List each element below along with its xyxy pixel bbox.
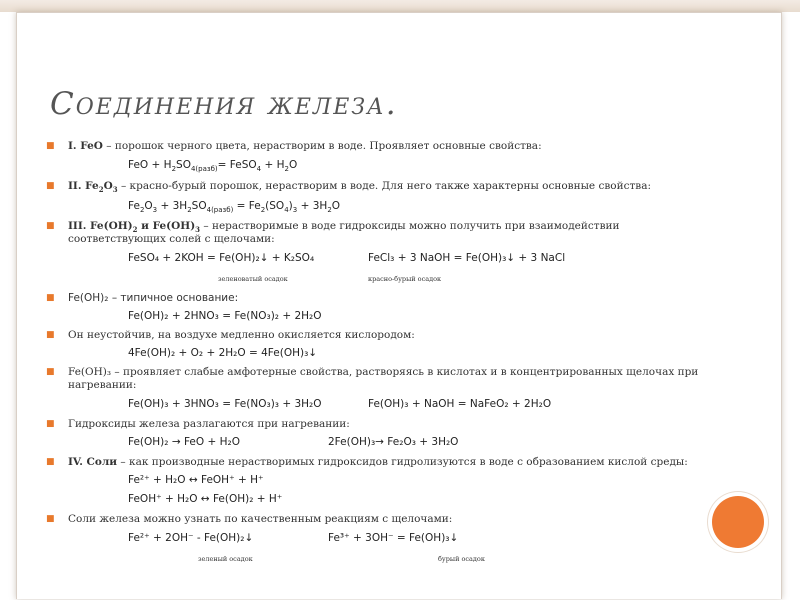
precipitate-note: зеленоватый осадок bbox=[218, 275, 288, 283]
accent-circle bbox=[712, 496, 764, 548]
section-text: – нерастворимые в воде гидроксиды можно получить при взаимодействии соответствующих солей с щелочами: bbox=[68, 220, 620, 245]
bullet-icon: ■ bbox=[46, 141, 55, 151]
bullet-icon: ■ bbox=[46, 419, 55, 429]
equation: Fe(OH)₃ + NaOH = NaFeO₂ + 2H₂O bbox=[368, 398, 552, 410]
section-label: I. FeO bbox=[68, 140, 103, 152]
equation: Fe³⁺ + 3OH⁻ = Fe(OH)₃↓ bbox=[328, 532, 459, 544]
bullet-icon: ■ bbox=[46, 181, 55, 191]
equation: FeCl₃ + 3 NaOH = Fe(OH)₃↓ + 3 NaCl bbox=[368, 252, 566, 264]
bullet-icon: ■ bbox=[46, 367, 55, 377]
equation: 4Fe(OH)₂ + O₂ + 2H₂O = 4Fe(OH)₃↓ bbox=[128, 347, 318, 359]
bullet-icon: ■ bbox=[46, 221, 55, 231]
section-fe2o3 bbox=[46, 180, 651, 195]
equation: FeO + $H_2SO_{4(разб)}=$ FeSO$_4$ + $H_2O$ bbox=[128, 159, 298, 174]
list-item: ■ Fe(OH)₃ – проявляет слабые амфотерные свойства, растворяясь в кислотах и в концентрированных щелочах при нагревании: bbox=[46, 366, 699, 391]
section-text: – как производные нерастворимых гидроксидов гидролизуются в воде с образованием кислой среды: bbox=[117, 456, 688, 468]
equation: FeOH⁺ + H₂O ↔ Fe(OH)₂ + H⁺ bbox=[128, 493, 283, 505]
slide-title: Соединения железа. bbox=[50, 86, 398, 122]
list-item: ■ Соли железа можно узнать по качественным реакциям с щелочами: bbox=[46, 513, 453, 525]
precipitate-note: бурый осадок bbox=[438, 555, 485, 563]
equation: FeSO₄ + 2KOH = Fe(OH)₂↓ + K₂SO₄ bbox=[128, 252, 315, 264]
precipitate-note: зеленый осадок bbox=[198, 555, 253, 563]
list-item: ■ Гидроксиды железа разлагаются при нагревании: bbox=[46, 418, 350, 430]
section-text: – красно-бурый порошок, нерастворим в воде. Для него также характерны основные свойства: bbox=[117, 180, 651, 192]
section-feo bbox=[46, 140, 542, 153]
equation: Fe²⁺ + 2OH⁻ - Fe(OH)₂↓ bbox=[128, 532, 254, 544]
section-hydroxides bbox=[46, 220, 708, 246]
equation: Fe²⁺ + H₂O ↔ FeOH⁺ + H⁺ bbox=[128, 474, 264, 486]
top-band bbox=[0, 0, 800, 12]
bullet-icon: ■ bbox=[46, 330, 55, 340]
bullet-icon: ■ bbox=[46, 514, 55, 524]
list-item: ■ Он неустойчив, на воздухе медленно окисляется кислородом: bbox=[46, 329, 415, 341]
equation: Fe(OH)₂ → FeO + H₂O bbox=[128, 436, 240, 448]
section-label: IV. Соли bbox=[68, 456, 118, 468]
precipitate-note: красно-бурый осадок bbox=[368, 275, 442, 283]
equation: $Fe_2O_3 + 3H_2SO_{4(разб)} = Fe_2(SO_4)_3 + 3H_2O$ bbox=[128, 200, 341, 215]
section-label: II. $Fe_2O_3$ bbox=[68, 180, 118, 195]
section-salts bbox=[46, 456, 688, 469]
section-label: III. $Fe(OH)_2$ и $Fe(OH)_3$ bbox=[68, 220, 201, 235]
list-item: ■ Fe(OH)₂ – типичное основание: bbox=[46, 292, 239, 304]
bullet-icon: ■ bbox=[46, 457, 55, 467]
equation: 2Fe(OH)₃→ Fe₂O₃ + 3H₂O bbox=[328, 436, 459, 448]
section-text: – порошок черного цвета, нерастворим в воде. Проявляет основные свойства: bbox=[102, 140, 542, 152]
bullet-icon: ■ bbox=[46, 293, 55, 303]
equation: Fe(OH)₂ + 2HNO₃ = Fe(NO₃)₂ + 2H₂O bbox=[128, 310, 322, 322]
equation: Fe(OH)₃ + 3HNO₃ = Fe(NO₃)₃ + 3H₂O bbox=[128, 398, 322, 410]
